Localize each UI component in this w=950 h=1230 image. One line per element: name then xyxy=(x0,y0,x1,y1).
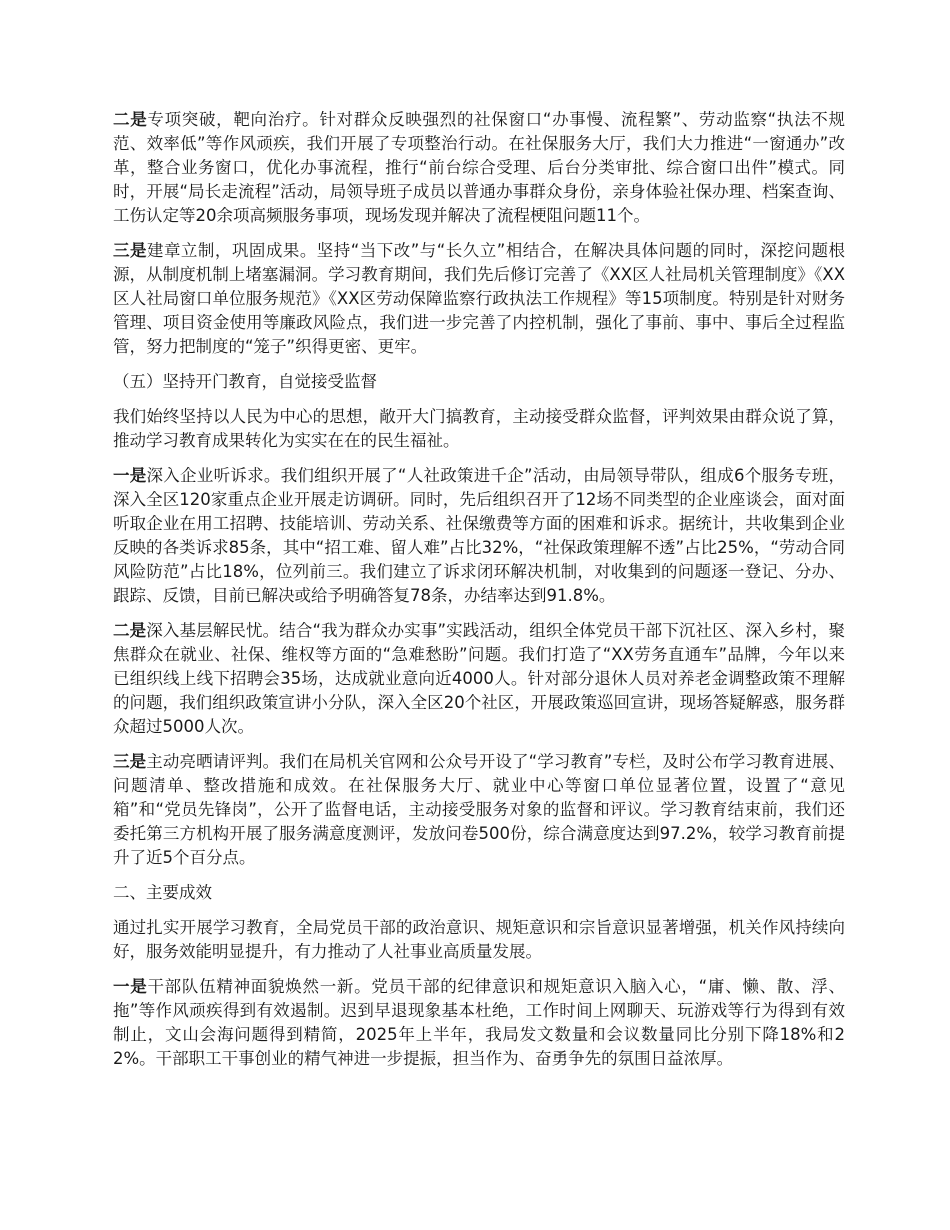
paragraph-lead: 一是 xyxy=(113,466,147,485)
paragraph-public-evaluation xyxy=(113,750,845,870)
paragraph-special-rectification xyxy=(113,108,845,228)
paragraph-text: 专项突破，靶向治疗。针对群众反映强烈的社保窗口“办事慢、流程繁”、劳动监察“执法不规范、效率低”等作风顽疾，我们开展了专项整治行动。在社保服务大厅，我们大力推进“一窗通办”改革，整合业务窗口，优化办事流程，推行“前台综合受理、后台分类审批、综合窗口出件”模式。同时，开展“局长走流程”活动，局领导班子成员以普通办事群众身份，亲身体验社保办理、档案查询、工伤认定等20余项高频服务事项，现场发现并解决了流程梗阻问题11个。 xyxy=(113,110,845,225)
paragraph-cadre-morale xyxy=(113,975,845,1071)
paragraph-text: 深入基层解民忧。结合“我为群众办实事”实践活动，组织全体党员干部下沉社区、深入乡村，聚焦群众在就业、社保、维权等方面的“急难愁盼”问题。我们打造了“XX劳务直通车”品牌，今年以来已组织线上线下招聘会35场，达成就业意向近4000人。针对部分退休人员对养老金调整政策不理解的问题，我们组织政策宣讲小分队，深入全区20个社区，开展政策巡回宣讲，现场答疑解惑，服务群众超过5000人次。 xyxy=(113,621,845,736)
section-heading-main-results: 二、主要成效 xyxy=(113,883,212,902)
paragraph-intro-main-results: 通过扎实开展学习教育，全局党员干部的政治意识、规矩意识和宗旨意识显著增强，机关作风持续向好，服务效能明显提升，有力推动了人社事业高质量发展。 xyxy=(113,918,845,961)
paragraph-text: 干部队伍精神面貌焕然一新。党员干部的纪律意识和规矩意识入脑入心，“庸、懒、散、浮、拖”等作风顽疾得到有效遏制。迟到早退现象基本杜绝，工作时间上网聊天、玩游戏等行为得到有效制止，文山会海问题得到精简，2025年上半年，我局发文数量和会议数量同比分别下降18%和22%。干部职工干事创业的精气神进一步提振，担当作为、奋勇争先的氛围日益浓厚。 xyxy=(113,977,845,1068)
paragraph-text: 主动亮晒请评判。我们在局机关官网和公众号开设了“学习教育”专栏，及时公布学习教育进展、问题清单、整改措施和成效。在社保服务大厅、就业中心等窗口单位显著位置，设置了“意见箱”和“党员先锋岗”，公开了监督电话，主动接受服务对象的监督和评议。学习教育结束前，我们还委托第三方机构开展了服务满意度测评，发放问卷500份，综合满意度达到97.2%，较学习教育前提升了近5个百分点。 xyxy=(113,752,845,867)
paragraph-lead: 二是 xyxy=(113,621,147,640)
paragraph-grassroots-service xyxy=(113,619,845,739)
paragraph-institution-building xyxy=(113,239,845,359)
document-body xyxy=(113,108,845,1082)
paragraph-text: 建章立制，巩固成果。坚持“当下改”与“长久立”相结合，在解决具体问题的同时，深挖问题根源，从制度机制上堵塞漏洞。学习教育期间，我们先后修订完善了《XX区人社局机关管理制度》《XX区人社局窗口单位服务规范》《XX区劳动保障监察行政执法工作规程》等15项制度。特别是针对财务管理、项目资金使用等廉政风险点，我们进一步完善了内控机制，强化了事前、事中、事后全过程监管，努力把制度的“笼子”织得更密、更牢。 xyxy=(113,241,845,356)
paragraph-lead: 三是 xyxy=(113,752,147,771)
paragraph-lead: 二是 xyxy=(113,110,148,129)
paragraph-lead: 一是 xyxy=(113,977,148,996)
paragraph-enterprise-visits xyxy=(113,464,845,608)
section-heading-open-education: （五）坚持开门教育，自觉接受监督 xyxy=(113,372,377,391)
paragraph-lead: 三是 xyxy=(113,241,147,260)
paragraph-text: 深入企业听诉求。我们组织开展了“人社政策进千企”活动，由局领导带队，组成6个服务专班，深入全区120家重点企业开展走访调研。同时，先后组织召开了12场不同类型的企业座谈会，面对面听取企业在用工招聘、技能培训、劳动关系、社保缴费等方面的困难和诉求。据统计，共收集到企业反映的各类诉求85条，其中“招工难、留人难”占比32%，“社保政策理解不透”占比25%，“劳动合同风险防范”占比18%，位列前三。我们建立了诉求闭环解决机制，对收集到的问题逐一登记、分办、跟踪、反馈，目前已解决或给予明确答复78条，办结率达到91.8%。 xyxy=(113,466,845,605)
paragraph-intro-open-education: 我们始终坚持以人民为中心的思想，敞开大门搞教育，主动接受群众监督，评判效果由群众说了算，推动学习教育成果转化为实实在在的民生福祉。 xyxy=(113,407,845,450)
